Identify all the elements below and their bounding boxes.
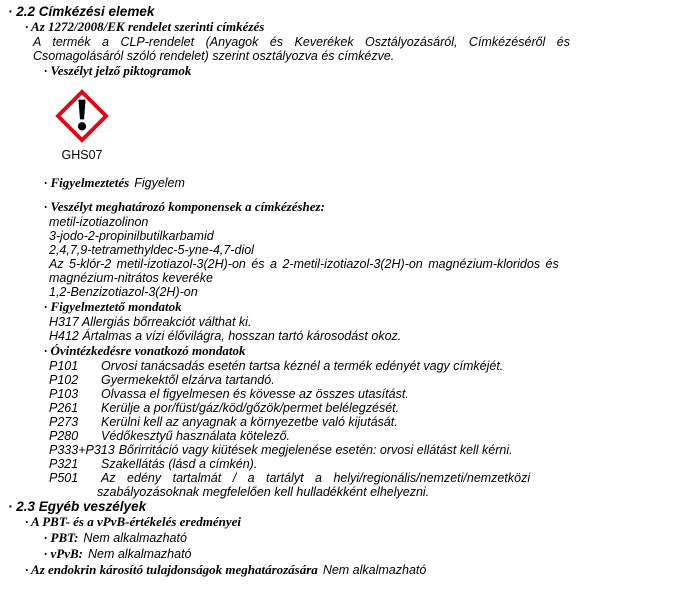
signal-word-line <box>0 175 679 191</box>
p501-continuation: szabályozásoknak megfelelően kell hulladékként elhelyezni. <box>97 485 430 499</box>
pbt-line <box>0 530 679 546</box>
vpvb-line <box>0 546 679 562</box>
subheading-labeling-regulation: · Az 1272/2008/EK rendelet szerinti címkézés <box>25 19 265 34</box>
p-statement-row <box>0 443 679 457</box>
p-statement-row <box>0 373 679 387</box>
p-statement-row <box>0 429 679 443</box>
subheading-hazard-pictograms: · Veszélyt jelző piktogramok <box>44 63 192 78</box>
p-text: Szakellátás (lásd a címkén). <box>101 457 258 471</box>
p-statement-row <box>0 471 679 485</box>
p-statement-row <box>0 401 679 415</box>
signal-word-heading: · Figyelmeztetés <box>44 175 130 190</box>
paragraph-clp-line1: A termék a CLP-rendelet (Anyagok és Keverékek Osztályozásáról, Címkézéséről és <box>33 35 571 49</box>
pictogram-code-label: GHS07 <box>61 148 103 162</box>
p-text: Orvosi tanácsadás esetén tartsa kéznél a termék edényét vagy címkéjét. <box>101 359 504 373</box>
p-text: Bőrirritáció vagy kiütések megjelenése esetén: orvosi ellátást kell kérni. <box>118 443 513 457</box>
component-item: magnézium-nitrátos keveréke <box>49 271 213 285</box>
signal-word-value: Figyelem <box>134 176 185 190</box>
p-code: P101 <box>49 359 79 373</box>
h-statement: H412 Ártalmas a vízi élővilágra, hosszan tartó károsodást okoz. <box>49 329 402 343</box>
h-statement: H317 Allergiás bőrreakciót válthat ki. <box>49 315 252 329</box>
p-code: P261 <box>49 401 79 415</box>
paragraph-clp-line2: Csomagolásáról szóló rendelet) szerint osztályozva és címkézve. <box>33 49 395 63</box>
p-text: Kerülje a por/füst/gáz/köd/gőzök/permet belélegzését. <box>101 401 400 415</box>
component-item: 1,2-Benzizotiazol-3(2H)-on <box>49 285 198 299</box>
p-code: P273 <box>49 415 79 429</box>
p-code: P501 <box>49 471 79 485</box>
p-code: P103 <box>49 387 79 401</box>
component-item: Az 5-klór-2 metil-izotiazol-3(2H)-on és a 2-metil-izotiazol-3(2H)-on magnézium-kloridos és <box>49 257 559 271</box>
p-code: P102 <box>49 373 79 387</box>
vpvb-value: Nem alkalmazható <box>87 547 192 561</box>
p-text: Kerülni kell az anyagnak a környezetbe való kijutását. <box>101 415 398 429</box>
pbt-value: Nem alkalmazható <box>83 531 187 545</box>
heading-2-3: · 2.3 Egyéb veszélyek <box>8 499 147 514</box>
hazard-pictogram-block <box>55 89 109 163</box>
p-statement-row <box>0 457 679 471</box>
pbt-label: · PBT: <box>44 530 79 545</box>
p-text: Védőkesztyű használata kötelező. <box>101 429 291 443</box>
subheading-precautionary-statements: · Óvintézkedésre vonatkozó mondatok <box>44 343 246 358</box>
ghs07-exclamation-pictogram-icon <box>55 89 109 143</box>
component-item: 3-jodo-2-propinilbutilkarbamid <box>49 229 214 243</box>
p-code: P321 <box>49 457 79 471</box>
vpvb-label: · vPvB: <box>44 546 83 561</box>
subheading-pbt-vpvb: · A PBT- és a vPvB-értékelés eredményei <box>25 514 242 529</box>
subheading-hazard-statements: · Figyelmeztető mondatok <box>44 299 182 314</box>
p-statement-row <box>0 387 679 401</box>
endocrine-value: Nem alkalmazható <box>322 563 427 577</box>
p-text: Az edény tartalmát / a tartályt a helyi/regionális/nemzeti/nemzetközi <box>101 471 531 485</box>
heading-2-2: · 2.2 Címkézési elemek <box>8 4 155 19</box>
endocrine-line <box>0 562 679 578</box>
endocrine-label: · Az endokrin károsító tulajdonságok meghatározására <box>25 562 318 577</box>
component-item: 2,4,7,9-tetramethyldec-5-yne-4,7-diol <box>49 243 254 257</box>
p-text: Olvassa el figyelmesen és kövesse az összes utasítást. <box>101 387 409 401</box>
component-item: metil-izotiazolinon <box>49 215 149 229</box>
p-statement-row <box>0 359 679 373</box>
p-text: Gyermekektől elzárva tartandó. <box>101 373 275 387</box>
p-code: P280 <box>49 429 79 443</box>
subheading-components: · Veszélyt meghatározó komponensek a címkézéshez: <box>44 199 325 214</box>
p-code: P333+P313 <box>49 443 115 457</box>
p-statement-row <box>0 415 679 429</box>
